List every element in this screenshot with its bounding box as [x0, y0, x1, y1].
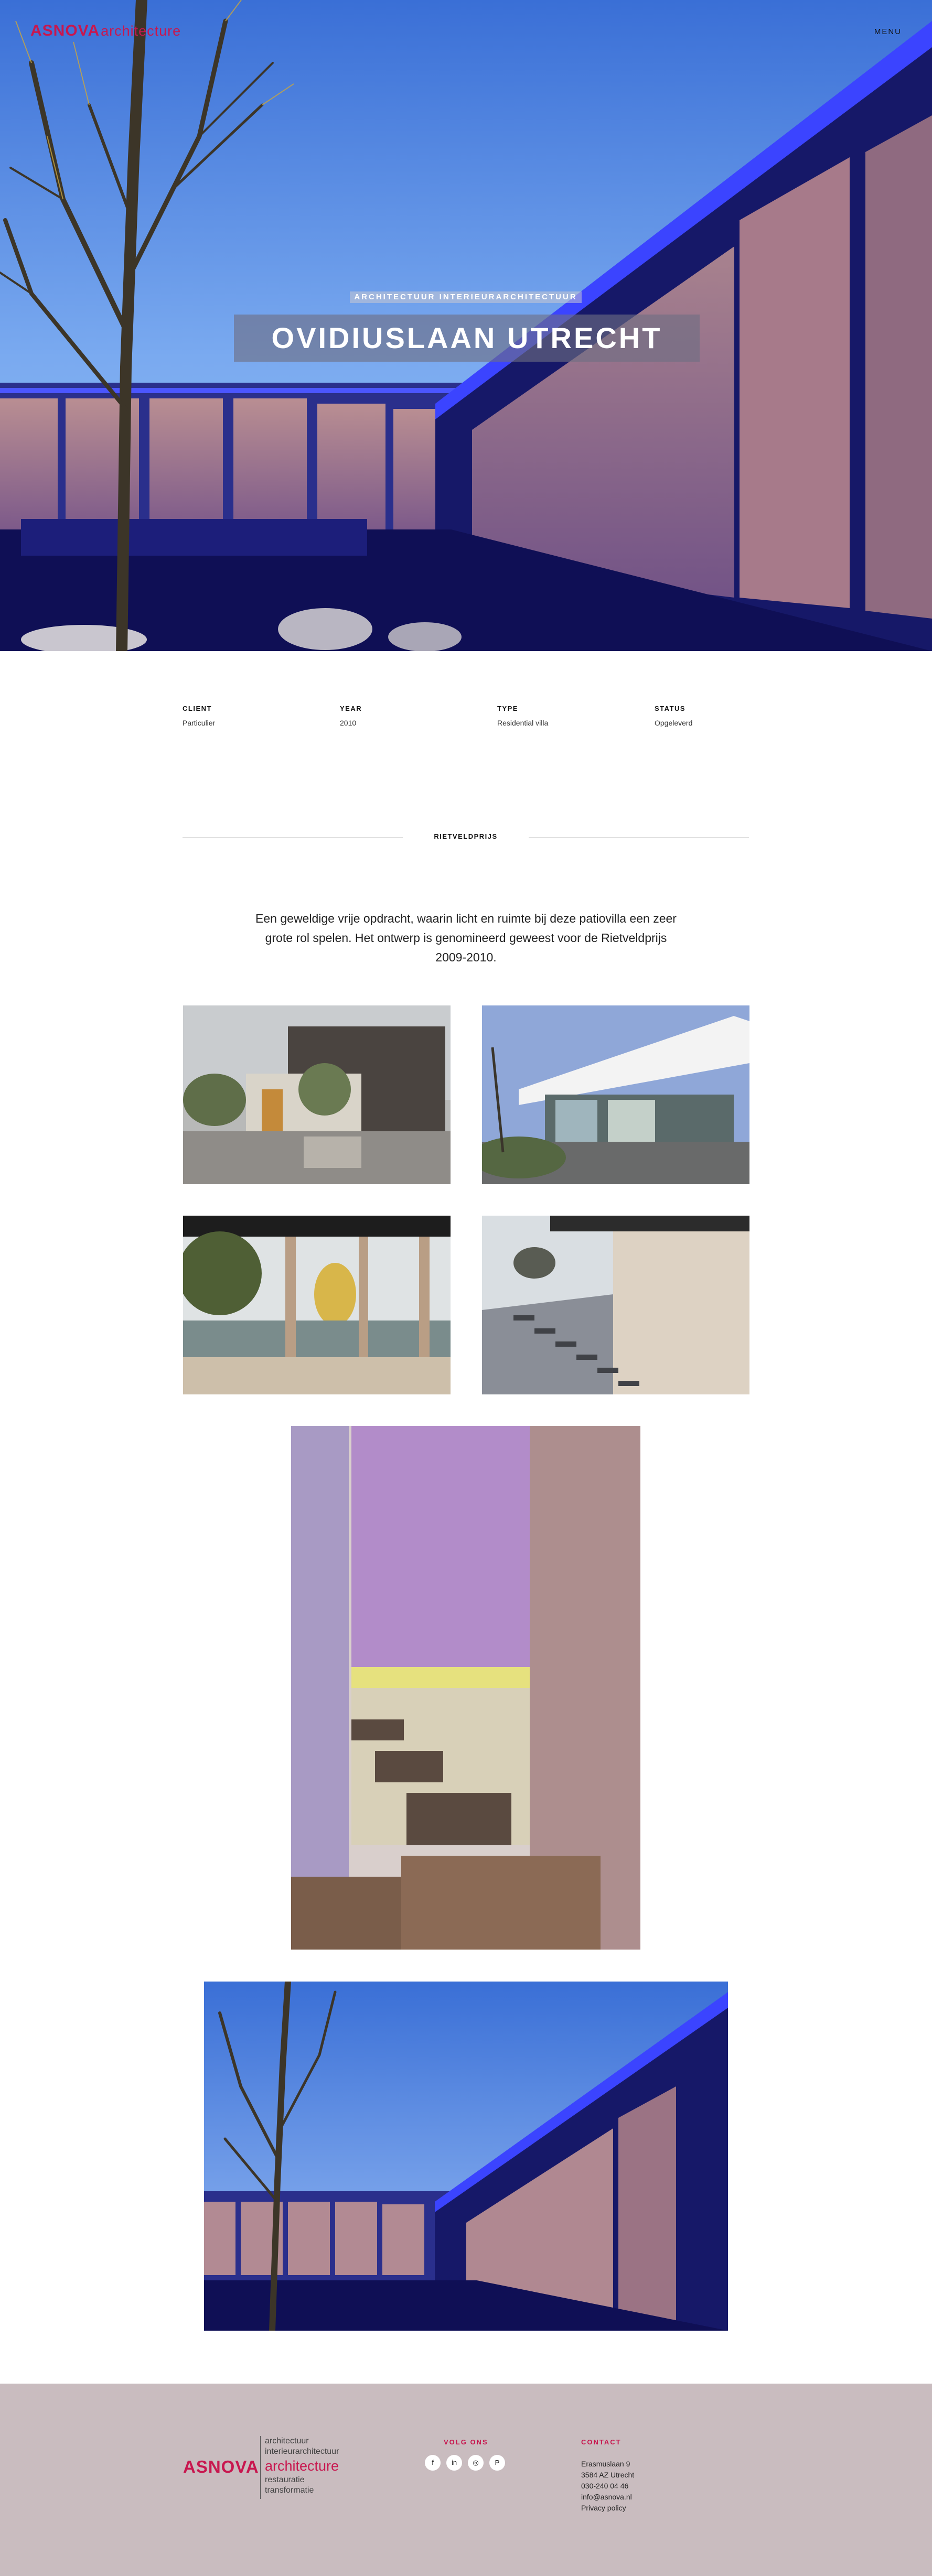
social-links [425, 2455, 511, 2471]
brand-sub: architecture [101, 23, 181, 39]
brand-name: ASNOVA [30, 22, 100, 39]
meta-label: TYPE [497, 705, 518, 712]
contact-details [581, 2459, 634, 2514]
meta-year [340, 705, 487, 727]
meta-type [497, 705, 644, 727]
meta-label: YEAR [340, 705, 362, 712]
hero-section [0, 0, 932, 651]
instagram-icon[interactable]: ◎ [468, 2455, 484, 2471]
contact-address: Erasmuslaan 9 [581, 2460, 630, 2468]
facebook-icon[interactable]: f [425, 2455, 441, 2471]
divider-line-right [529, 837, 749, 838]
section-label: RIETVELDPRIJS [434, 832, 498, 840]
gallery-photo-1[interactable] [183, 1005, 451, 1184]
menu-button[interactable]: MENU [874, 27, 902, 36]
footer-logo-item: interieurarchitectuur [265, 2447, 339, 2456]
gallery-photo-4[interactable] [482, 1216, 749, 1394]
social-heading: VOLG ONS [444, 2438, 488, 2446]
contact-heading: CONTACT [581, 2438, 622, 2446]
meta-label: CLIENT [183, 705, 212, 712]
footer-logo-item: architectuur [265, 2437, 309, 2445]
contact-phone[interactable]: 030-240 04 46 [581, 2482, 629, 2490]
footer-logo-item: architecture [265, 2458, 339, 2474]
footer-logo-item: transformatie [265, 2486, 314, 2495]
section-divider [183, 829, 749, 845]
hero-category-tag: ARCHITECTUUR INTERIEURARCHITECTUUR [350, 291, 582, 303]
meta-status [655, 705, 801, 727]
pinterest-icon[interactable]: P [489, 2455, 505, 2471]
meta-value: Residential villa [497, 719, 549, 727]
contact-email[interactable]: info@asnova.nl [581, 2493, 632, 2501]
contact-city: 3584 AZ Utrecht [581, 2471, 635, 2479]
meta-value: Opgeleverd [655, 719, 693, 727]
meta-client [183, 705, 329, 727]
intro-text: Een geweldige vrije opdracht, waarin licht en ruimte bij deze patiovilla een zeer grote rol spelen. Het ontwerp is genomineerd geweest voor de Rietveldprijs 2009-2010. [255, 912, 677, 964]
meta-value: Particulier [183, 719, 216, 727]
linkedin-icon[interactable]: in [446, 2455, 462, 2471]
meta-label: STATUS [655, 705, 686, 712]
page-title: OVIDIUSLAAN UTRECHT [234, 315, 700, 362]
privacy-policy-link[interactable]: Privacy policy [581, 2504, 626, 2512]
site-footer [0, 2384, 932, 2576]
footer-logo-item: restauratie [265, 2475, 305, 2484]
meta-value: 2010 [340, 719, 357, 727]
header-logo[interactable] [30, 22, 181, 40]
footer-logo-items [265, 2436, 391, 2496]
project-meta [183, 705, 749, 736]
gallery-photo-5[interactable] [291, 1426, 640, 1950]
footer-logo-divider [260, 2436, 261, 2499]
footer-brand: ASNOVA [183, 2457, 259, 2476]
gallery-photo-3[interactable] [183, 1216, 451, 1394]
gallery-photo-2[interactable] [482, 1005, 749, 1184]
gallery-photo-6[interactable] [204, 1982, 728, 2331]
